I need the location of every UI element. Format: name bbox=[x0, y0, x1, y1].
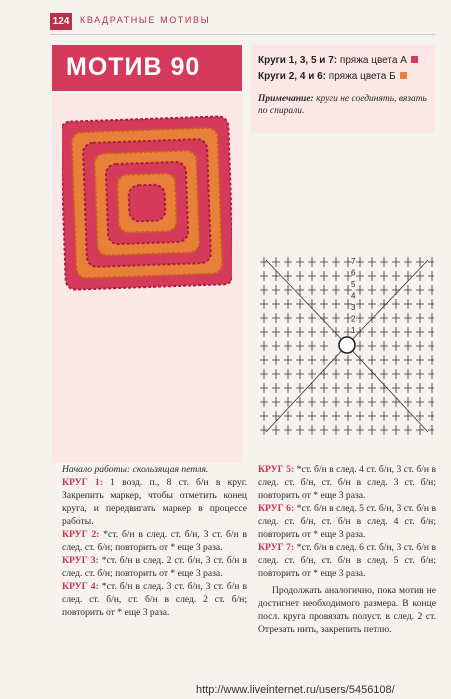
stitch-symbol bbox=[356, 397, 364, 407]
stitch-symbol bbox=[404, 397, 412, 407]
stitch-symbol bbox=[296, 285, 304, 295]
stitch-symbol bbox=[284, 271, 292, 281]
round-number-label: 2 bbox=[351, 314, 356, 324]
yarn-info-box bbox=[250, 45, 435, 133]
stitch-symbol bbox=[368, 425, 376, 435]
stitch-symbol bbox=[380, 411, 388, 421]
stitch-symbol bbox=[356, 383, 364, 393]
stitch-symbol bbox=[272, 313, 280, 323]
stitch-symbol bbox=[332, 397, 340, 407]
motif-round bbox=[128, 184, 165, 221]
stitch-symbol bbox=[284, 425, 292, 435]
stitch-symbol bbox=[308, 257, 316, 267]
stitch-symbol bbox=[392, 313, 400, 323]
stitch-symbol bbox=[368, 411, 376, 421]
stitch-symbol bbox=[308, 425, 316, 435]
instructions-column-2 bbox=[258, 463, 436, 636]
stitch-symbol bbox=[260, 257, 268, 267]
stitch-symbol bbox=[428, 257, 434, 267]
stitch-symbol bbox=[404, 411, 412, 421]
finish-instruction: Продолжать аналогично, пока мотив не достигнет необходимого размера. В конце посл. круга провязать полуст. в след. 2 ст. Отрезать нить, закрепить петлю. bbox=[258, 585, 436, 635]
stitch-symbol bbox=[332, 257, 340, 267]
stitch-symbol bbox=[380, 369, 388, 379]
stitch-symbol bbox=[284, 411, 292, 421]
stitch-symbol bbox=[296, 257, 304, 267]
stitch-symbol bbox=[272, 411, 280, 421]
magic-ring-symbol bbox=[339, 337, 355, 353]
color-a-swatch bbox=[411, 56, 418, 63]
stitch-symbol bbox=[320, 425, 328, 435]
stitch-symbol bbox=[320, 397, 328, 407]
round-6: КРУГ 6: *ст. б/н в след. 5 ст. б/н, 3 ст. б/н в след. ст. б/н, ст. б/н в след. 4 ст. б/н; повторить от * еще 3 раза. bbox=[258, 503, 436, 540]
stitch-symbol bbox=[296, 369, 304, 379]
color-b-swatch bbox=[400, 72, 407, 79]
stitch-symbol bbox=[320, 327, 328, 337]
stitch-symbol bbox=[356, 411, 364, 421]
stitch-symbol bbox=[344, 411, 352, 421]
stitch-symbol bbox=[416, 285, 424, 295]
page-number: 124 bbox=[50, 13, 72, 30]
stitch-symbol bbox=[260, 341, 268, 351]
stitch-symbol bbox=[428, 369, 434, 379]
stitch-symbol bbox=[416, 327, 424, 337]
stitch-symbol bbox=[416, 369, 424, 379]
stitch-symbol bbox=[356, 369, 364, 379]
stitch-symbol bbox=[416, 411, 424, 421]
stitch-symbol bbox=[344, 425, 352, 435]
stitch-symbol bbox=[344, 355, 352, 365]
stitch-symbol bbox=[356, 341, 364, 351]
stitch-symbol bbox=[308, 327, 316, 337]
stitch-symbol bbox=[320, 369, 328, 379]
stitch-symbol bbox=[368, 355, 376, 365]
yarn-b-rounds: Круги 2, 4 и 6: bbox=[258, 71, 327, 82]
stitch-symbol bbox=[380, 313, 388, 323]
stitch-symbol bbox=[368, 369, 376, 379]
stitch-symbol bbox=[380, 425, 388, 435]
stitch-symbol bbox=[380, 397, 388, 407]
stitch-symbol bbox=[392, 299, 400, 309]
stitch-symbol bbox=[344, 383, 352, 393]
stitch-symbol bbox=[260, 369, 268, 379]
stitch-symbol bbox=[308, 411, 316, 421]
stitch-symbol bbox=[368, 327, 376, 337]
stitch-symbol bbox=[284, 313, 292, 323]
stitch-symbol bbox=[332, 285, 340, 295]
stitch-symbol bbox=[356, 285, 364, 295]
round-7: КРУГ 7: *ст. б/н в след. 6 ст. б/н, 3 ст. б/н в след. ст. б/н, ст. б/н в след. 5 ст. б/н; повторить от * еще 3 раза. bbox=[258, 542, 436, 579]
stitch-symbol bbox=[272, 299, 280, 309]
stitch-symbol bbox=[308, 369, 316, 379]
stitch-symbol bbox=[272, 257, 280, 267]
stitch-symbol bbox=[356, 257, 364, 267]
stitch-symbol bbox=[308, 397, 316, 407]
stitch-symbol bbox=[284, 341, 292, 351]
stitch-symbol bbox=[344, 397, 352, 407]
stitch-symbol bbox=[296, 271, 304, 281]
stitch-symbol bbox=[380, 271, 388, 281]
instructions-column-1 bbox=[62, 463, 247, 619]
stitch-symbol bbox=[308, 285, 316, 295]
stitch-symbol bbox=[404, 257, 412, 267]
header-rule bbox=[50, 34, 435, 35]
stitch-symbol bbox=[404, 383, 412, 393]
stitch-symbol bbox=[284, 369, 292, 379]
stitch-symbol bbox=[260, 327, 268, 337]
stitch-symbol bbox=[416, 355, 424, 365]
stitch-symbol bbox=[356, 313, 364, 323]
yarn-a-text: пряжа цвета А bbox=[337, 55, 407, 66]
stitch-symbol bbox=[416, 271, 424, 281]
stitch-symbol bbox=[296, 327, 304, 337]
stitch-symbol bbox=[428, 327, 434, 337]
stitch-symbol bbox=[392, 271, 400, 281]
stitch-symbol bbox=[308, 341, 316, 351]
stitch-symbol bbox=[272, 425, 280, 435]
stitch-symbol bbox=[260, 355, 268, 365]
stitch-symbol bbox=[272, 397, 280, 407]
stitch-symbol bbox=[380, 341, 388, 351]
note bbox=[258, 93, 427, 117]
yarn-line-b bbox=[258, 69, 427, 85]
round-2: КРУГ 2: *ст. б/н в след. ст. б/н, 3 ст. б/н в след. ст. б/н; повторить от * еще 3 раза. bbox=[62, 529, 247, 553]
stitch-symbol bbox=[392, 355, 400, 365]
stitch-symbol bbox=[392, 411, 400, 421]
stitch-symbol bbox=[320, 355, 328, 365]
stitch-symbol bbox=[320, 285, 328, 295]
stitch-symbol bbox=[404, 355, 412, 365]
stitch-symbol bbox=[308, 355, 316, 365]
stitch-symbol bbox=[404, 271, 412, 281]
stitch-symbol bbox=[416, 383, 424, 393]
stitch-symbol bbox=[404, 369, 412, 379]
stitch-symbol bbox=[284, 257, 292, 267]
stitch-symbol bbox=[320, 299, 328, 309]
stitch-symbol bbox=[296, 313, 304, 323]
stitch-symbol bbox=[284, 383, 292, 393]
stitch-symbol bbox=[428, 341, 434, 351]
stitch-symbol bbox=[356, 425, 364, 435]
stitch-symbol bbox=[296, 355, 304, 365]
yarn-line-a bbox=[258, 53, 427, 69]
stitch-symbol bbox=[416, 397, 424, 407]
stitch-symbol bbox=[260, 285, 268, 295]
stitch-symbol bbox=[260, 299, 268, 309]
round-number-label: 7 bbox=[351, 257, 356, 266]
stitch-symbol bbox=[356, 271, 364, 281]
stitch-symbol bbox=[404, 299, 412, 309]
stitch-symbol bbox=[428, 299, 434, 309]
stitch-symbol bbox=[296, 341, 304, 351]
stitch-symbol bbox=[368, 341, 376, 351]
stitch-symbol bbox=[368, 285, 376, 295]
round-number-label: 5 bbox=[351, 280, 356, 289]
note-text: круги не соединять, вязать по спирали. bbox=[258, 94, 427, 116]
stitch-symbol bbox=[272, 341, 280, 351]
yarn-a-rounds: Круги 1, 3, 5 и 7: bbox=[258, 55, 338, 66]
round-5: КРУГ 5: *ст. б/н в след. 4 ст. б/н, 3 ст. б/н в след. ст. б/н, ст. б/н в след. 3 ст. б/н; повторить от * еще 3 раза. bbox=[258, 464, 436, 501]
stitch-symbol bbox=[428, 355, 434, 365]
stitch-symbol bbox=[416, 313, 424, 323]
stitch-symbol bbox=[272, 383, 280, 393]
stitch-symbol bbox=[392, 383, 400, 393]
stitch-symbol bbox=[272, 355, 280, 365]
stitch-symbol bbox=[332, 299, 340, 309]
stitch-symbol bbox=[404, 285, 412, 295]
stitch-symbol bbox=[260, 425, 268, 435]
stitch-symbol bbox=[380, 285, 388, 295]
stitch-symbol bbox=[392, 341, 400, 351]
stitch-symbol bbox=[356, 299, 364, 309]
stitch-symbol bbox=[428, 383, 434, 393]
stitch-symbol bbox=[380, 299, 388, 309]
stitch-symbol bbox=[296, 299, 304, 309]
round-number-label: 4 bbox=[351, 291, 356, 301]
yarn-b-text: пряжа цвета Б bbox=[326, 71, 396, 82]
stitch-symbol bbox=[296, 411, 304, 421]
stitch-symbol bbox=[308, 313, 316, 323]
round-1: КРУГ 1: 1 возд. п., 8 ст. б/н в круг. Закрепить маркер, чтобы отметить конец круга, и передвигать маркер в процессе работы. bbox=[62, 477, 247, 527]
stitch-symbol bbox=[392, 369, 400, 379]
stitch-symbol bbox=[284, 327, 292, 337]
stitch-symbol bbox=[404, 313, 412, 323]
watermark-url: http://www.liveinternet.ru/users/5456108/ bbox=[196, 684, 395, 696]
stitch-symbol bbox=[308, 383, 316, 393]
stitch-symbol bbox=[380, 355, 388, 365]
stitch-symbol bbox=[368, 299, 376, 309]
note-label: Примечание: bbox=[258, 94, 314, 104]
stitch-symbol bbox=[272, 285, 280, 295]
stitch-symbol bbox=[404, 425, 412, 435]
stitch-symbol bbox=[404, 327, 412, 337]
stitch-symbol bbox=[260, 411, 268, 421]
stitch-symbol bbox=[428, 313, 434, 323]
stitch-symbol bbox=[332, 411, 340, 421]
stitch-symbol bbox=[344, 369, 352, 379]
stitch-symbol bbox=[428, 425, 434, 435]
round-number-label: 6 bbox=[351, 268, 356, 278]
stitch-symbol bbox=[272, 271, 280, 281]
stitch-symbol bbox=[416, 299, 424, 309]
stitch-symbol bbox=[332, 313, 340, 323]
title-banner bbox=[52, 45, 242, 91]
stitch-symbol bbox=[332, 425, 340, 435]
stitch-symbol bbox=[260, 383, 268, 393]
stitch-symbol bbox=[332, 383, 340, 393]
stitch-symbol bbox=[320, 271, 328, 281]
stitch-symbol bbox=[332, 271, 340, 281]
crochet-motif-photo bbox=[62, 113, 232, 293]
stitch-symbol bbox=[272, 369, 280, 379]
stitch-symbol bbox=[428, 285, 434, 295]
running-header: КВАДРАТНЫЕ МОТИВЫ bbox=[80, 15, 211, 25]
stitch-symbol bbox=[416, 341, 424, 351]
stitch-symbol bbox=[296, 425, 304, 435]
stitch-symbol bbox=[272, 327, 280, 337]
stitch-symbol bbox=[308, 299, 316, 309]
stitch-symbol bbox=[404, 341, 412, 351]
stitch-symbol bbox=[428, 397, 434, 407]
round-number-label: 3 bbox=[351, 303, 356, 312]
stitch-symbol bbox=[332, 327, 340, 337]
stitch-symbol bbox=[284, 355, 292, 365]
stitch-symbol bbox=[428, 271, 434, 281]
stitch-symbol bbox=[320, 383, 328, 393]
round-3: КРУГ 3: *ст. б/н в след. 2 ст. б/н, 3 ст. б/н в след. ст. б/н; повторить от * еще 3 раза. bbox=[62, 555, 247, 579]
stitch-symbol bbox=[332, 369, 340, 379]
stitch-symbol bbox=[260, 397, 268, 407]
stitch-symbol bbox=[260, 313, 268, 323]
stitch-symbol bbox=[392, 397, 400, 407]
stitch-symbol bbox=[320, 257, 328, 267]
increase-line bbox=[266, 345, 347, 432]
stitch-symbol bbox=[380, 327, 388, 337]
stitch-symbol bbox=[428, 411, 434, 421]
stitch-symbol bbox=[392, 425, 400, 435]
stitch-symbol bbox=[368, 257, 376, 267]
stitch-symbol bbox=[368, 397, 376, 407]
motif-title: МОТИВ 90 bbox=[66, 53, 201, 81]
stitch-symbol bbox=[368, 271, 376, 281]
increase-line bbox=[347, 345, 428, 432]
start-instruction: Начало работы: скользящая петля. bbox=[62, 464, 209, 475]
stitch-symbol bbox=[260, 271, 268, 281]
stitch-symbol bbox=[284, 299, 292, 309]
stitch-symbol bbox=[392, 257, 400, 267]
round-number-label: 1 bbox=[351, 326, 356, 335]
stitch-symbol bbox=[380, 257, 388, 267]
stitch-symbol bbox=[368, 383, 376, 393]
stitch-symbol bbox=[320, 341, 328, 351]
stitch-symbol bbox=[308, 271, 316, 281]
round-4: КРУГ 4: *ст. б/н в след. 3 ст. б/н, 3 ст. б/н в след. ст. б/н, ст. б/н в след. 2 ст. б/н; повторить от * еще 3 раза. bbox=[62, 581, 247, 618]
stitch-chart bbox=[254, 250, 434, 440]
stitch-symbol bbox=[320, 411, 328, 421]
stitch-symbol bbox=[392, 327, 400, 337]
stitch-symbol bbox=[296, 383, 304, 393]
